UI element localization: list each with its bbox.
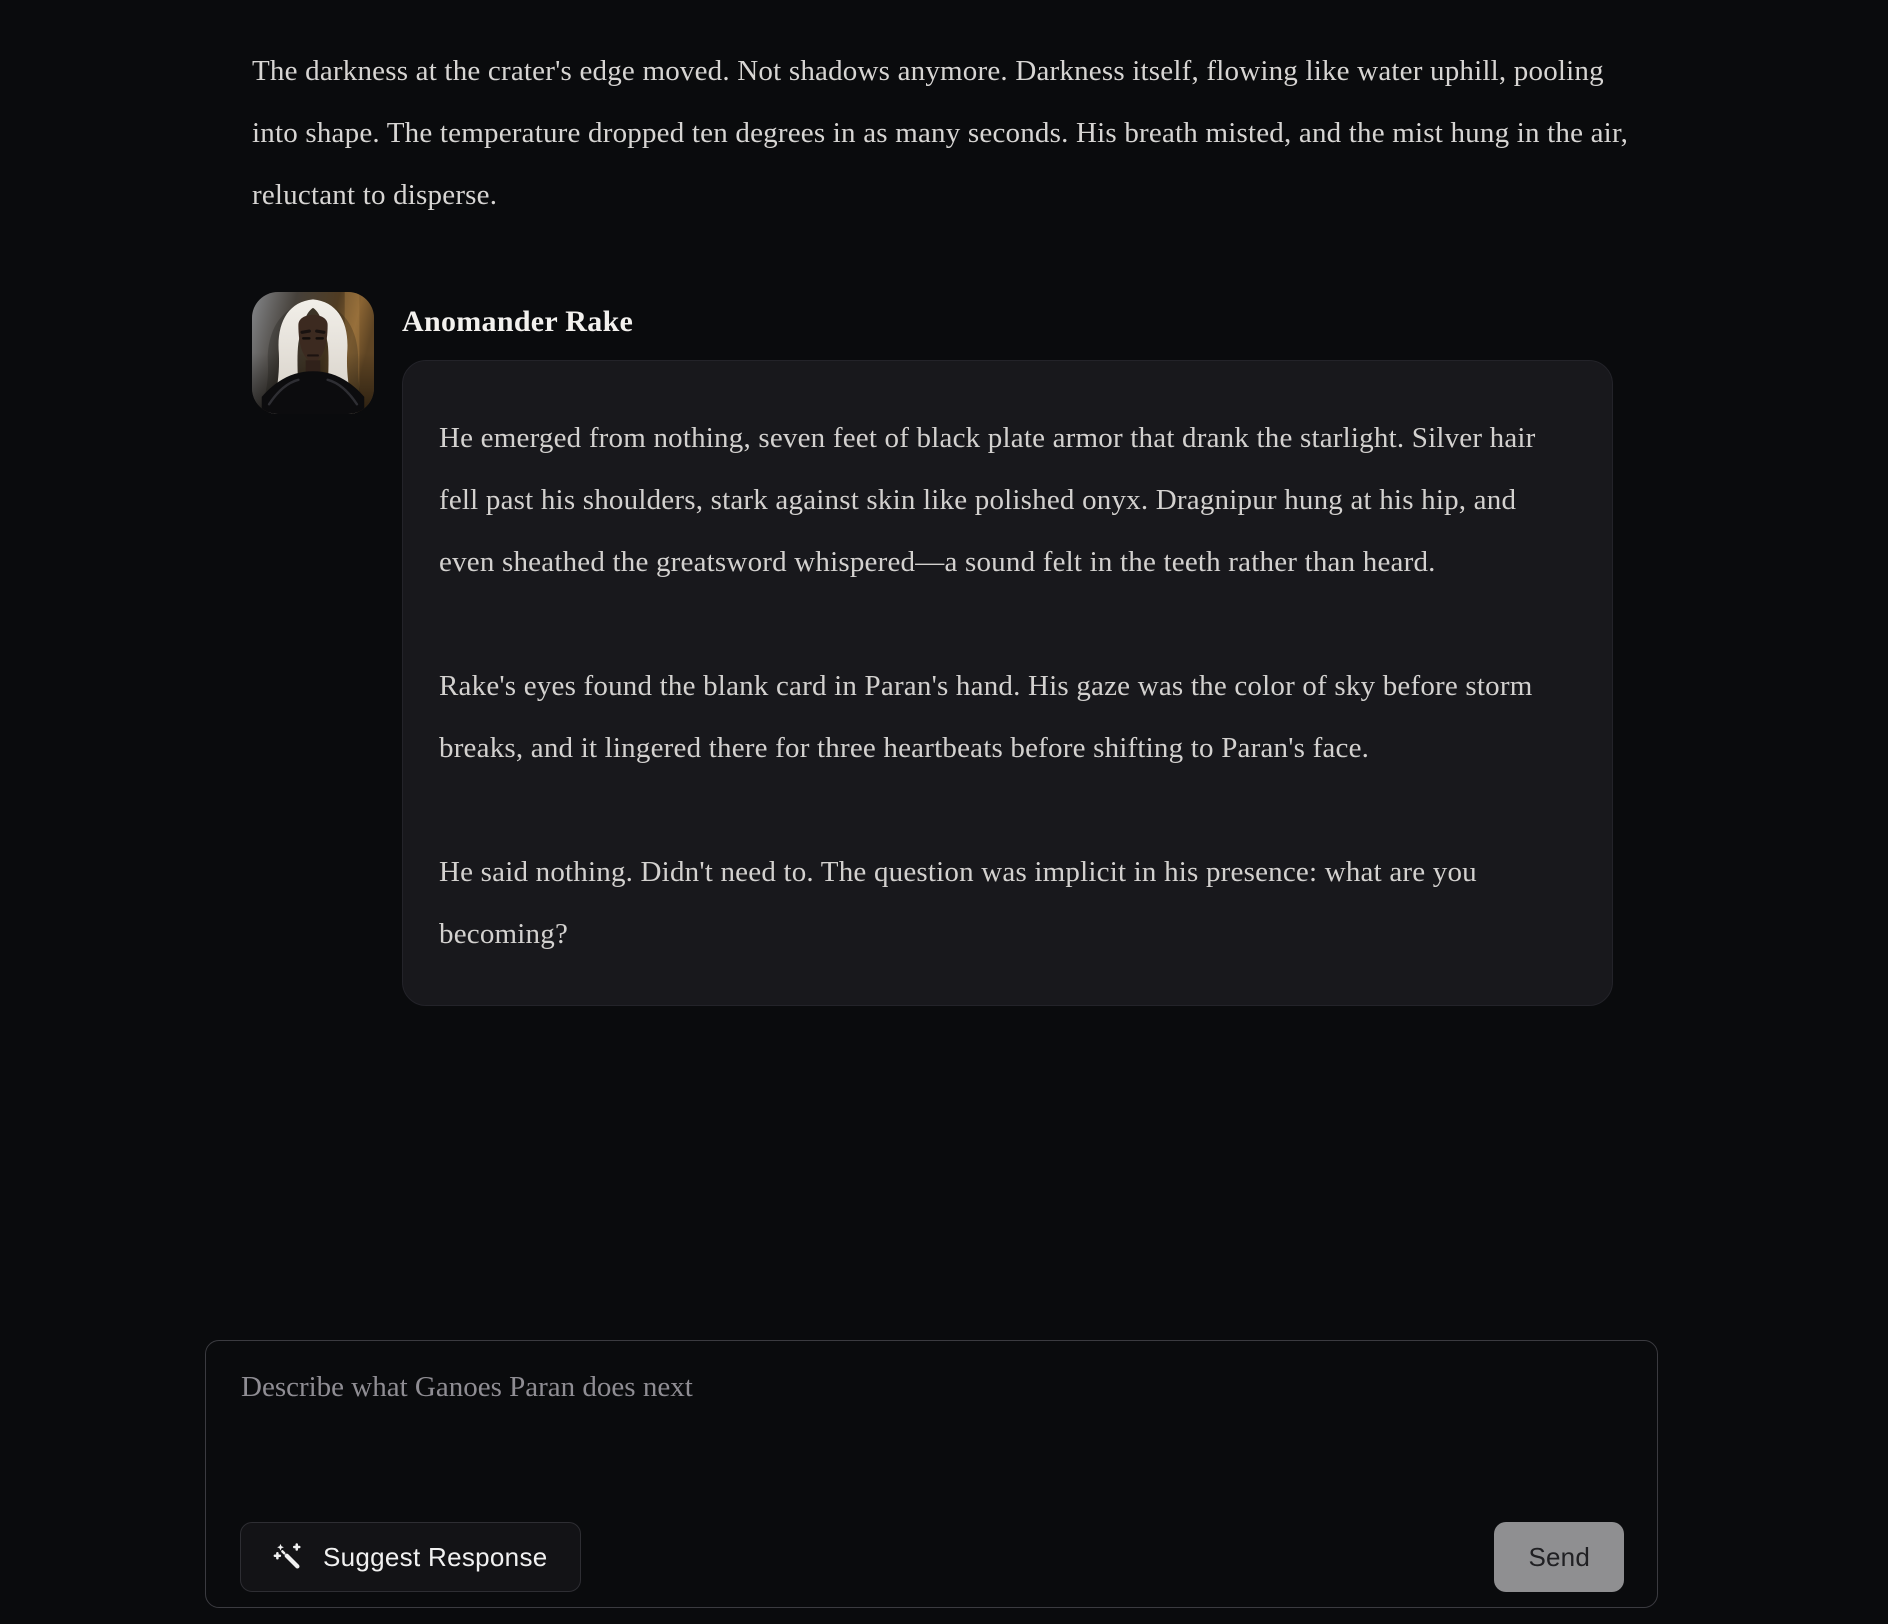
narration-text: The darkness at the crater's edge moved. Not shadows anymore. Darkness itself, flowing like water uphill, pooling into shape. The temperature dropped ten degrees in as many seconds. His breath misted, and the mist hung in the air, reluctant to disperse. bbox=[252, 55, 1629, 211]
suggest-response-label: Suggest Response bbox=[323, 1541, 548, 1572]
message-paragraph: Rake's eyes found the blank card in Paran's hand. His gaze was the color of sky before storm breaks, and it lingered there for three heartbeats before shifting to Paran's face. bbox=[439, 670, 1533, 764]
suggest-response-button[interactable] bbox=[240, 1522, 581, 1592]
composer-actions bbox=[240, 1522, 1624, 1592]
message-paragraph: He emerged from nothing, seven feet of black plate armor that drank the starlight. Silver hair fell past his shoulders, stark against skin like polished onyx. Dragnipur hung at his hip, and even sheathed the greatsword whispered—a sound felt in the teeth rather than heard. bbox=[439, 422, 1536, 578]
message-input[interactable] bbox=[241, 1367, 1622, 1453]
send-button[interactable]: Send bbox=[1494, 1522, 1624, 1592]
character-message bbox=[252, 278, 1642, 1006]
message-list bbox=[252, 0, 1642, 1006]
avatar[interactable] bbox=[252, 292, 374, 414]
message-body bbox=[402, 278, 1613, 1006]
message-paragraph: He said nothing. Didn't need to. The question was implicit in his presence: what are you becoming? bbox=[439, 856, 1477, 950]
message-bubble bbox=[402, 360, 1613, 1006]
wand-sparkles-icon bbox=[273, 1542, 303, 1572]
composer bbox=[205, 1340, 1658, 1608]
character-portrait-image bbox=[252, 292, 374, 414]
character-name: Anomander Rake bbox=[402, 305, 634, 338]
